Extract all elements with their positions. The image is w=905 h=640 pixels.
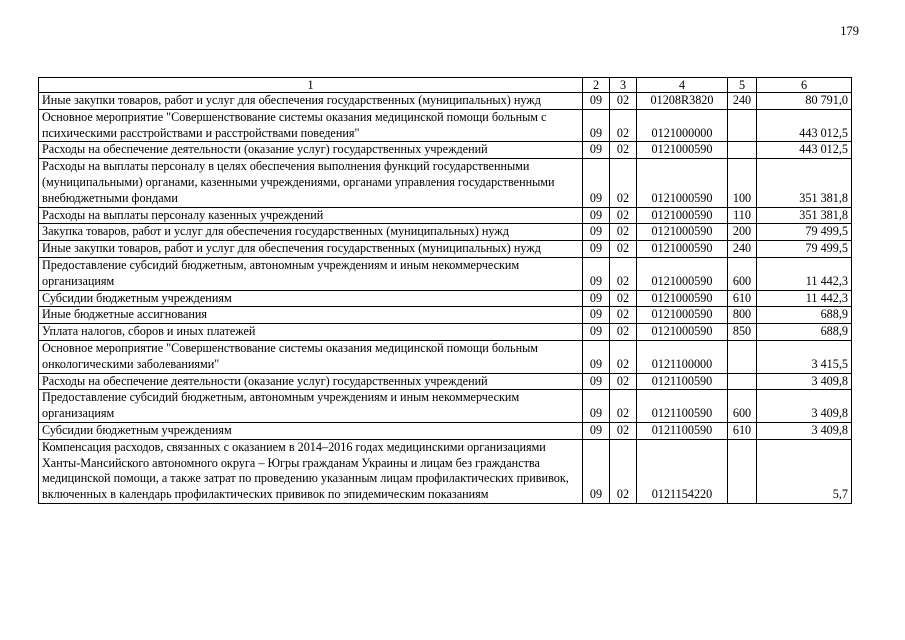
section-code: 09 bbox=[583, 340, 610, 373]
table-row bbox=[39, 307, 852, 324]
column-header: 2 bbox=[583, 78, 610, 93]
row-description: Закупка товаров, работ и услуг для обеспечения государственных (муниципальных) нужд bbox=[39, 224, 583, 241]
table-row bbox=[39, 142, 852, 159]
target-article-code: 0121100590 bbox=[637, 390, 728, 423]
section-code: 09 bbox=[583, 109, 610, 142]
amount: 3 409,8 bbox=[757, 373, 852, 390]
section-code: 09 bbox=[583, 439, 610, 503]
section-code: 09 bbox=[583, 307, 610, 324]
subsection-code: 02 bbox=[610, 422, 637, 439]
row-description: Расходы на выплаты персоналу в целях обеспечения выполнения функций государственными (муниципальными) органами, казенными учреждениями, органами управления государственными внебюджетными фондами bbox=[39, 159, 583, 207]
section-code: 09 bbox=[583, 93, 610, 110]
target-article-code: 0121000590 bbox=[637, 224, 728, 241]
section-code: 09 bbox=[583, 207, 610, 224]
expense-type-code: 240 bbox=[728, 241, 757, 258]
amount: 351 381,8 bbox=[757, 207, 852, 224]
target-article-code: 0121000590 bbox=[637, 241, 728, 258]
section-code: 09 bbox=[583, 241, 610, 258]
column-header: 1 bbox=[39, 78, 583, 93]
section-code: 09 bbox=[583, 373, 610, 390]
target-article-code: 0121000590 bbox=[637, 290, 728, 307]
target-article-code: 0121000000 bbox=[637, 109, 728, 142]
row-description: Основное мероприятие "Совершенствование системы оказания медицинской помощи больным с психическими расстройствами и расстройствами поведения" bbox=[39, 109, 583, 142]
target-article-code: 0121100590 bbox=[637, 422, 728, 439]
amount: 443 012,5 bbox=[757, 109, 852, 142]
subsection-code: 02 bbox=[610, 340, 637, 373]
table-row bbox=[39, 439, 852, 503]
amount: 79 499,5 bbox=[757, 241, 852, 258]
row-description: Субсидии бюджетным учреждениям bbox=[39, 422, 583, 439]
target-article-code: 0121100000 bbox=[637, 340, 728, 373]
target-article-code: 0121000590 bbox=[637, 142, 728, 159]
subsection-code: 02 bbox=[610, 307, 637, 324]
subsection-code: 02 bbox=[610, 390, 637, 423]
expense-type-code bbox=[728, 373, 757, 390]
subsection-code: 02 bbox=[610, 207, 637, 224]
subsection-code: 02 bbox=[610, 257, 637, 290]
subsection-code: 02 bbox=[610, 290, 637, 307]
row-description: Субсидии бюджетным учреждениям bbox=[39, 290, 583, 307]
amount: 79 499,5 bbox=[757, 224, 852, 241]
expense-type-code bbox=[728, 340, 757, 373]
section-code: 09 bbox=[583, 324, 610, 341]
amount: 351 381,8 bbox=[757, 159, 852, 207]
table-row bbox=[39, 241, 852, 258]
row-description: Расходы на выплаты персоналу казенных учреждений bbox=[39, 207, 583, 224]
amount: 3 415,5 bbox=[757, 340, 852, 373]
expense-type-code bbox=[728, 142, 757, 159]
expense-type-code: 610 bbox=[728, 290, 757, 307]
table-header-row bbox=[39, 78, 852, 93]
expense-type-code: 800 bbox=[728, 307, 757, 324]
section-code: 09 bbox=[583, 142, 610, 159]
table-row bbox=[39, 207, 852, 224]
column-header: 5 bbox=[728, 78, 757, 93]
subsection-code: 02 bbox=[610, 142, 637, 159]
expense-type-code bbox=[728, 109, 757, 142]
row-description: Иные бюджетные ассигнования bbox=[39, 307, 583, 324]
row-description: Компенсация расходов, связанных с оказанием в 2014–2016 годах медицинскими организациями Ханты-Мансийского автономного округа – Югры гражданам Украины и лицам без гражданства медицинской помощи, а также затрат по проведению указанным лицам профилактических прививок, включенных в календарь профилактических прививок по эпидемическим показаниям bbox=[39, 439, 583, 503]
row-description: Предоставление субсидий бюджетным, автономным учреждениям и иным некоммерческим организациям bbox=[39, 257, 583, 290]
subsection-code: 02 bbox=[610, 373, 637, 390]
table-row bbox=[39, 324, 852, 341]
subsection-code: 02 bbox=[610, 241, 637, 258]
section-code: 09 bbox=[583, 159, 610, 207]
row-description: Уплата налогов, сборов и иных платежей bbox=[39, 324, 583, 341]
table-row bbox=[39, 390, 852, 423]
expense-type-code: 850 bbox=[728, 324, 757, 341]
expense-type-code: 600 bbox=[728, 257, 757, 290]
subsection-code: 02 bbox=[610, 439, 637, 503]
table-row bbox=[39, 373, 852, 390]
amount: 11 442,3 bbox=[757, 290, 852, 307]
amount: 80 791,0 bbox=[757, 93, 852, 110]
table-row bbox=[39, 224, 852, 241]
table-row bbox=[39, 109, 852, 142]
row-description: Иные закупки товаров, работ и услуг для обеспечения государственных (муниципальных) нужд bbox=[39, 93, 583, 110]
row-description: Иные закупки товаров, работ и услуг для обеспечения государственных (муниципальных) нужд bbox=[39, 241, 583, 258]
target-article-code: 0121000590 bbox=[637, 324, 728, 341]
expense-type-code bbox=[728, 439, 757, 503]
amount: 3 409,8 bbox=[757, 390, 852, 423]
row-description: Расходы на обеспечение деятельности (оказание услуг) государственных учреждений bbox=[39, 373, 583, 390]
expense-type-code: 610 bbox=[728, 422, 757, 439]
target-article-code: 0121000590 bbox=[637, 207, 728, 224]
target-article-code: 0121100590 bbox=[637, 373, 728, 390]
subsection-code: 02 bbox=[610, 109, 637, 142]
subsection-code: 02 bbox=[610, 159, 637, 207]
expense-type-code: 240 bbox=[728, 93, 757, 110]
amount: 443 012,5 bbox=[757, 142, 852, 159]
expense-type-code: 110 bbox=[728, 207, 757, 224]
expense-type-code: 100 bbox=[728, 159, 757, 207]
section-code: 09 bbox=[583, 422, 610, 439]
section-code: 09 bbox=[583, 390, 610, 423]
table-row bbox=[39, 159, 852, 207]
table-row bbox=[39, 257, 852, 290]
expense-type-code: 600 bbox=[728, 390, 757, 423]
amount: 688,9 bbox=[757, 307, 852, 324]
amount: 5,7 bbox=[757, 439, 852, 503]
expense-type-code: 200 bbox=[728, 224, 757, 241]
section-code: 09 bbox=[583, 290, 610, 307]
amount: 688,9 bbox=[757, 324, 852, 341]
section-code: 09 bbox=[583, 224, 610, 241]
target-article-code: 01208R3820 bbox=[637, 93, 728, 110]
subsection-code: 02 bbox=[610, 324, 637, 341]
table-row bbox=[39, 340, 852, 373]
target-article-code: 0121000590 bbox=[637, 159, 728, 207]
table-row bbox=[39, 290, 852, 307]
subsection-code: 02 bbox=[610, 93, 637, 110]
amount: 3 409,8 bbox=[757, 422, 852, 439]
table-row bbox=[39, 93, 852, 110]
budget-table bbox=[38, 77, 852, 504]
subsection-code: 02 bbox=[610, 224, 637, 241]
column-header: 3 bbox=[610, 78, 637, 93]
row-description: Основное мероприятие "Совершенствование системы оказания медицинской помощи больным онкологическими заболеваниями" bbox=[39, 340, 583, 373]
target-article-code: 0121000590 bbox=[637, 257, 728, 290]
table-row bbox=[39, 422, 852, 439]
column-header: 6 bbox=[757, 78, 852, 93]
page-number: 179 bbox=[840, 24, 859, 38]
row-description: Расходы на обеспечение деятельности (оказание услуг) государственных учреждений bbox=[39, 142, 583, 159]
row-description: Предоставление субсидий бюджетным, автономным учреждениям и иным некоммерческим организациям bbox=[39, 390, 583, 423]
amount: 11 442,3 bbox=[757, 257, 852, 290]
section-code: 09 bbox=[583, 257, 610, 290]
column-header: 4 bbox=[637, 78, 728, 93]
target-article-code: 0121154220 bbox=[637, 439, 728, 503]
target-article-code: 0121000590 bbox=[637, 307, 728, 324]
